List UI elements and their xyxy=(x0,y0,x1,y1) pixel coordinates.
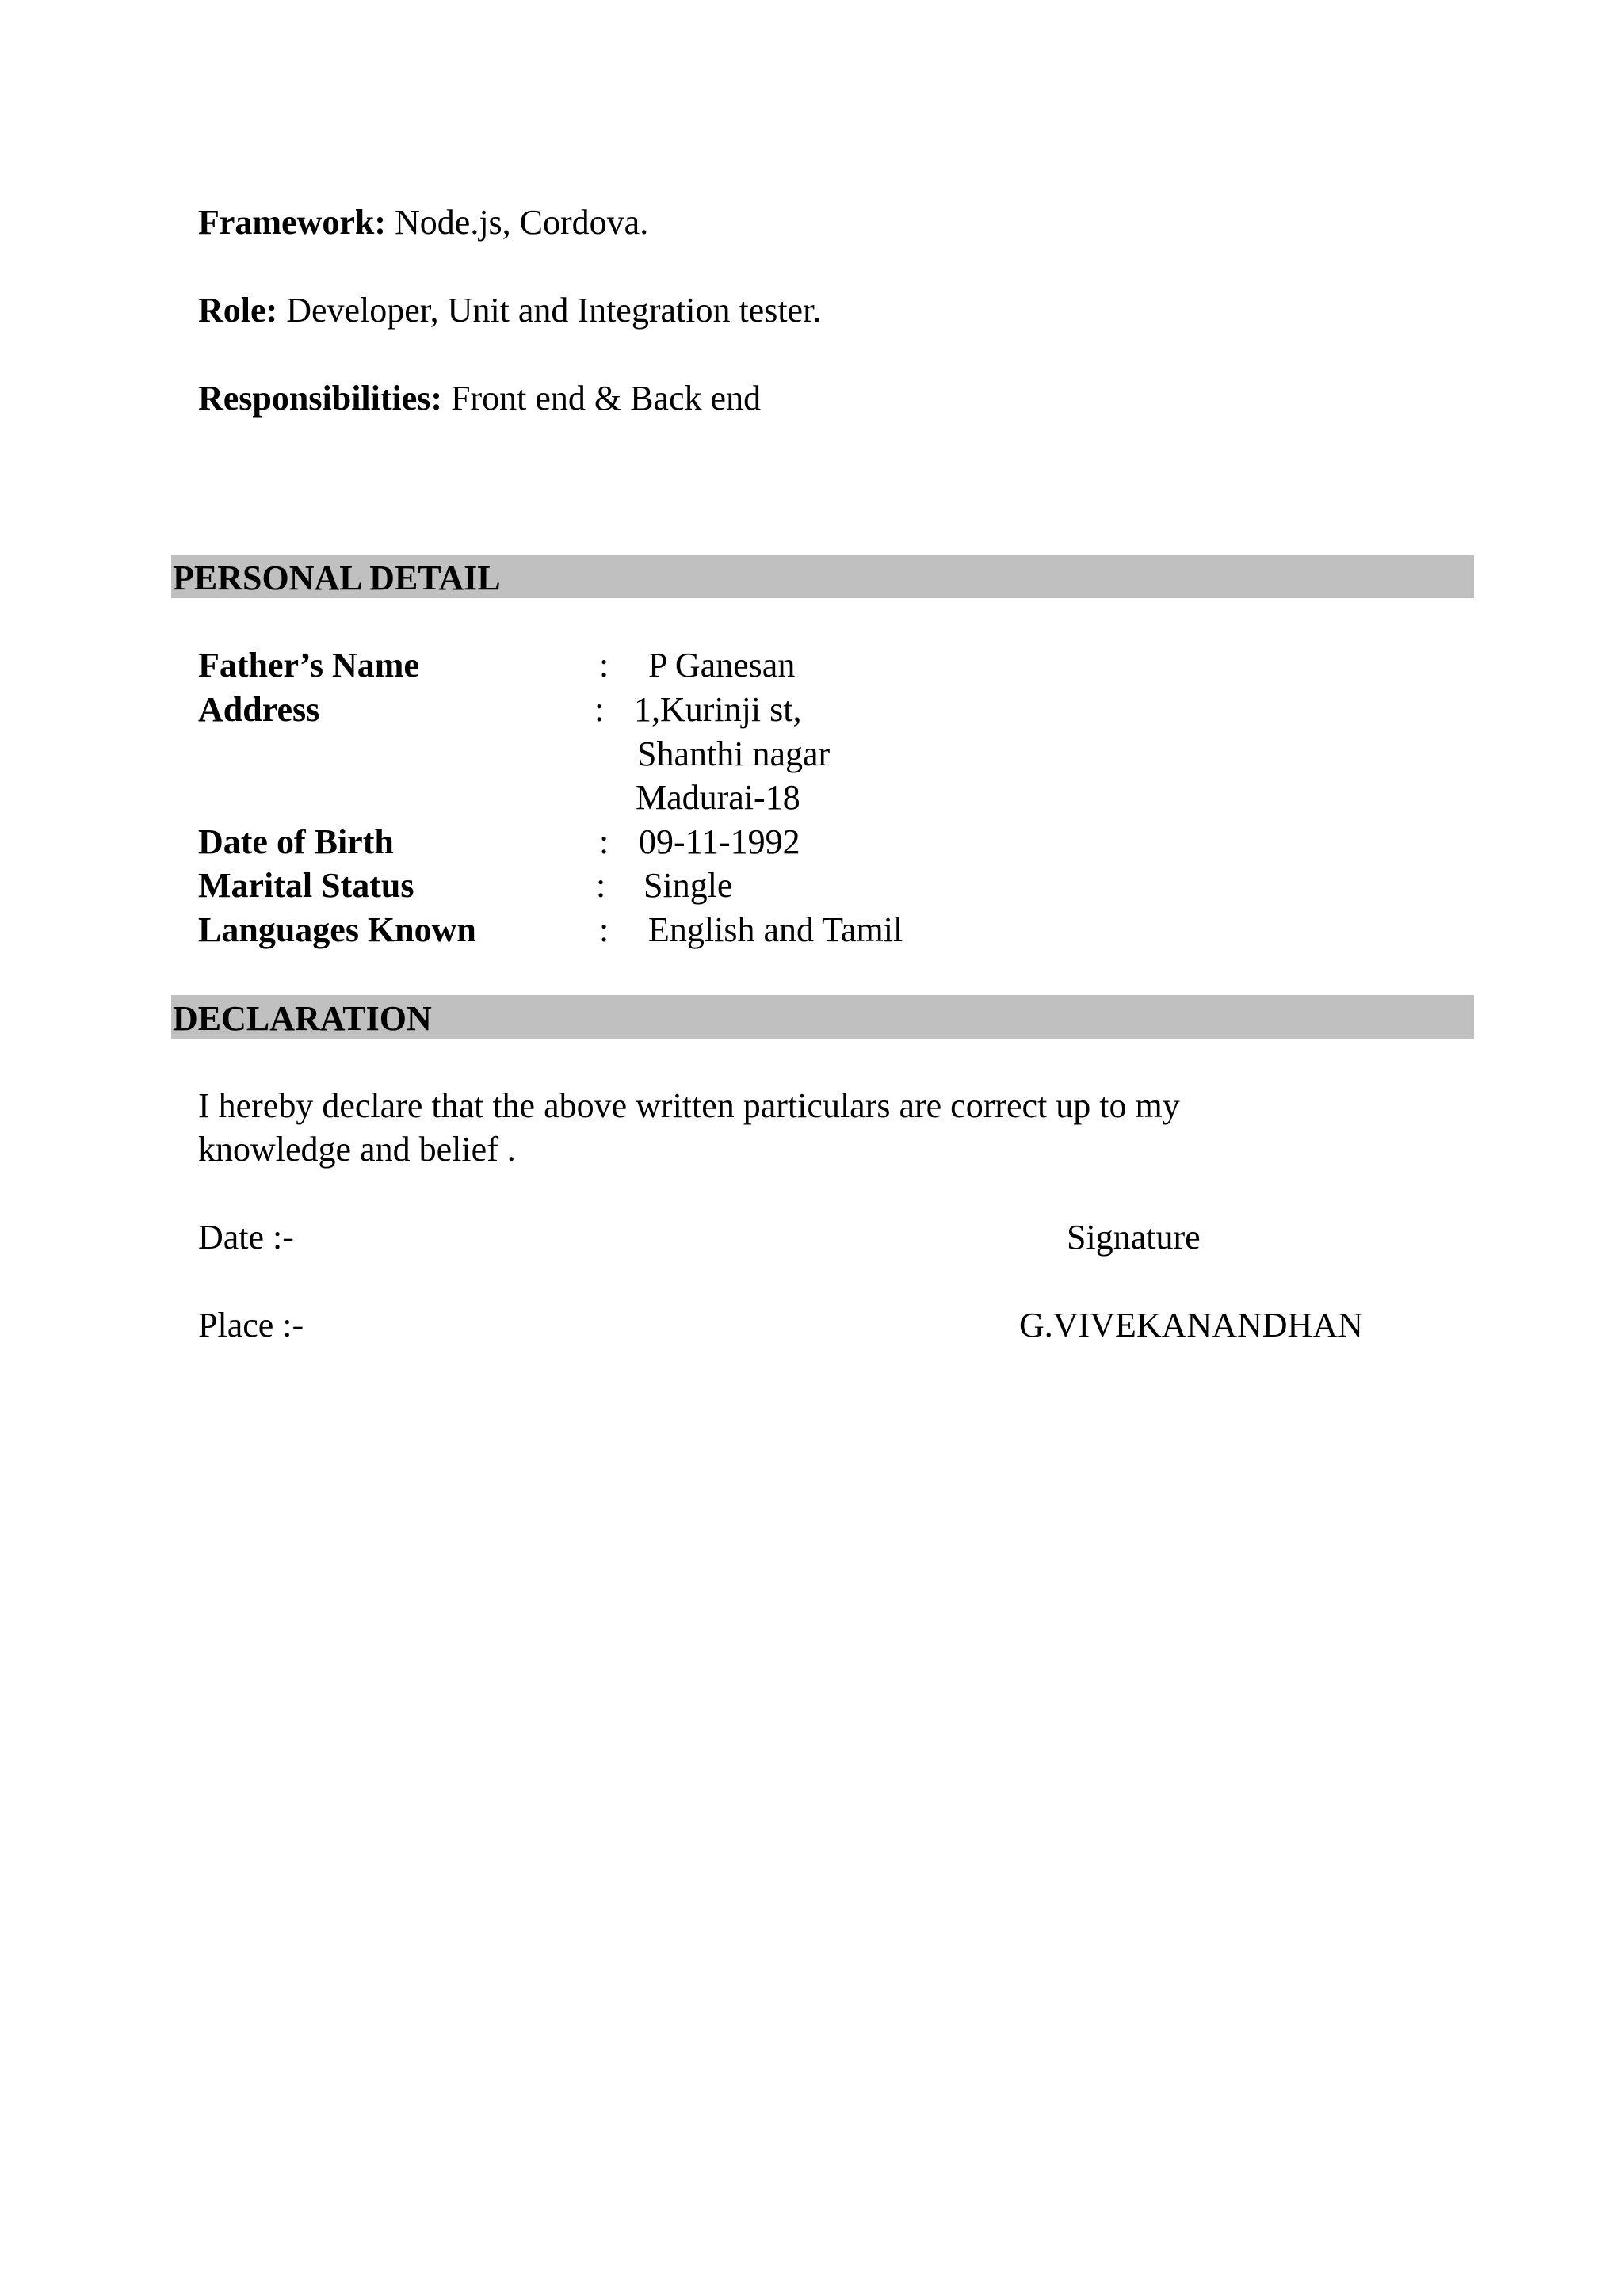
address-colon: : xyxy=(594,690,605,729)
responsibilities-value: Front end & Back end xyxy=(442,379,762,418)
address-label: Address xyxy=(198,690,320,729)
marital-status-label: Marital Status xyxy=(198,866,414,905)
signatory-name: G.VIVEKANANDHAN xyxy=(1019,1306,1363,1344)
responsibilities-line xyxy=(198,377,761,420)
fathers-name-value: P Ganesan xyxy=(648,646,796,685)
framework-label: Framework: xyxy=(198,203,387,242)
declaration-heading: DECLARATION xyxy=(173,999,432,1038)
marital-status-value: Single xyxy=(643,866,733,905)
role-value: Developer, Unit and Integration tester. xyxy=(277,291,822,330)
languages-known-value: English and Tamil xyxy=(648,910,903,949)
fathers-name-label: Father’s Name xyxy=(198,646,419,685)
address-line-2: Shanthi nagar xyxy=(637,734,831,773)
personal-detail-heading: PERSONAL DETAIL xyxy=(173,559,501,597)
address-line-1: 1,Kurinji st, xyxy=(634,690,802,729)
date-of-birth-label: Date of Birth xyxy=(198,822,394,861)
languages-known-colon: : xyxy=(599,910,609,949)
date-label: Date :- xyxy=(198,1218,294,1257)
marital-status-colon: : xyxy=(596,866,606,905)
framework-line xyxy=(198,201,648,244)
signature-label: Signature xyxy=(1067,1218,1201,1257)
declaration-text-line-2: knowledge and belief . xyxy=(198,1130,516,1169)
role-line xyxy=(198,289,821,332)
address-line-3: Madurai-18 xyxy=(636,778,800,817)
place-label: Place :- xyxy=(198,1306,304,1344)
date-of-birth-colon: : xyxy=(599,822,609,861)
declaration-text-line-1: I hereby declare that the above written particulars are correct up to my xyxy=(198,1086,1180,1125)
framework-value: Node.js, Cordova. xyxy=(386,203,649,242)
role-label: Role: xyxy=(198,291,278,330)
fathers-name-colon: : xyxy=(599,646,609,685)
responsibilities-label: Responsibilities: xyxy=(198,379,443,418)
date-of-birth-value: 09-11-1992 xyxy=(639,822,800,861)
languages-known-label: Languages Known xyxy=(198,910,476,949)
